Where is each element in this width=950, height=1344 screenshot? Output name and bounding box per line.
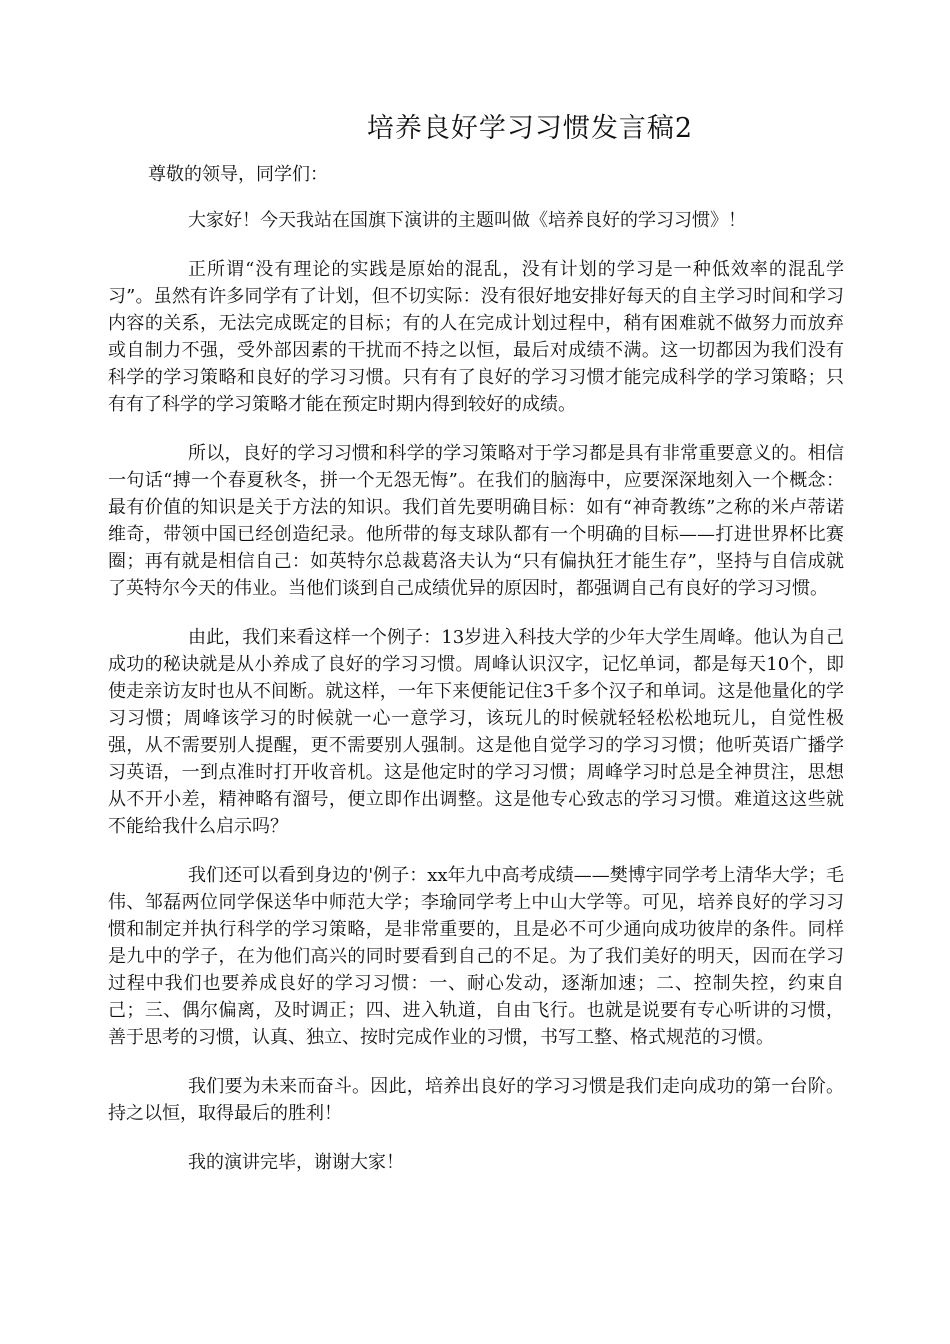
salutation: 尊敬的领导，同学们：	[148, 164, 328, 185]
paragraph: 正所谓“没有理论的实践是原始的混乱，没有计划的学习是一种低效率的混乱学习”。虽然有许多同学有了计划，但不切实际：没有很好地安排好每天的自主学习时间和学习内容的关系，无法完成既定的目标；有的人在完成计划过程中，稍有困难就不做努力而放弃或自制力不强，受外部因素的干扰而不持之以恒，最后对成绩不满。这一切都因为我们没有科学的学习策略和良好的学习习惯。只有有了良好的学习习惯才能完成科学的学习策略；只有有了科学的学习策略才能在预定时期内得到较好的成绩。	[108, 259, 844, 415]
paragraph: 由此，我们来看这样一个例子：13岁进入科技大学的少年大学生周峰。他认为自己成功的秘诀就是从小养成了良好的学习习惯。周峰认识汉字，记忆单词，都是每天10个，即使走亲访友时也从不间断。就这样，一年下来便能记住3千多个汉子和单词。这是他量化的学习习惯；周峰该学习的时候就一心一意学习，该玩儿的时候就轻轻松松地玩儿，自觉性极强，从不需要别人提醒，更不需要别人强制。这是他自觉学习的学习习惯；他听英语广播学习英语，一到点准时打开收音机。这是他定时的学习习惯；周峰学习时总是全神贯注，思想从不开小差，精神略有溜号，便立即作出调整。这是他专心致志的学习习惯。难道这这些就不能给我什么启示吗？	[108, 627, 844, 837]
paragraph: 我们要为未来而奋斗。因此，培养出良好的学习习惯是我们走向成功的第一台阶。持之以恒，取得最后的胜利！	[108, 1076, 844, 1124]
paragraph: 所以，良好的学习习惯和科学的学习策略对于学习都是具有非常重要意义的。相信一句话“搏一个春夏秋冬，拼一个无怨无悔”。在我们的脑海中，应要深深地刻入一个概念：最有价值的知识是关于方法的知识。我们首先要明确目标：如有“神奇教练”之称的米卢蒂诺维奇，带领中国已经创造纪录。他所带的每支球队都有一个明确的目标——打进世界杯比赛圈；再有就是相信自己：如英特尔总裁葛洛夫认为“只有偏执狂才能生存”，坚持与自信成就了英特尔今天的伟业。当他们谈到自己成绩优异的原因时，都强调自己有良好的学习习惯。	[108, 443, 844, 599]
document-title: 培养良好学习习惯发言稿2	[366, 113, 694, 144]
paragraph-greeting: 大家好！今天我站在国旗下演讲的主题叫做《培养良好的学习习惯》！	[188, 210, 746, 231]
paragraph-closing: 我的演讲完毕，谢谢大家！	[188, 1152, 404, 1173]
paragraph: 我们还可以看到身边的'例子：xx年九中高考成绩——樊博宇同学考上清华大学；毛伟、邹磊两位同学保送华中师范大学；李瑜同学考上中山大学等。可见，培养良好的学习习惯和制定并执行科学的学习策略，是非常重要的，且是必不可少通向成功彼岸的条件。同样是九中的学子，在为他们高兴的同时要看到自己的不足。为了我们美好的明天，因而在学习过程中我们也要养成良好的学习习惯：一、耐心发动，逐渐加速；二、控制失控，约束自己；三、偶尔偏离，及时调正；四、进入轨道，自由飞行。也就是说要有专心听讲的习惯，善于思考的习惯，认真、独立、按时完成作业的习惯，书写工整、格式规范的习惯。	[108, 865, 844, 1048]
document-body	[108, 207, 844, 1198]
